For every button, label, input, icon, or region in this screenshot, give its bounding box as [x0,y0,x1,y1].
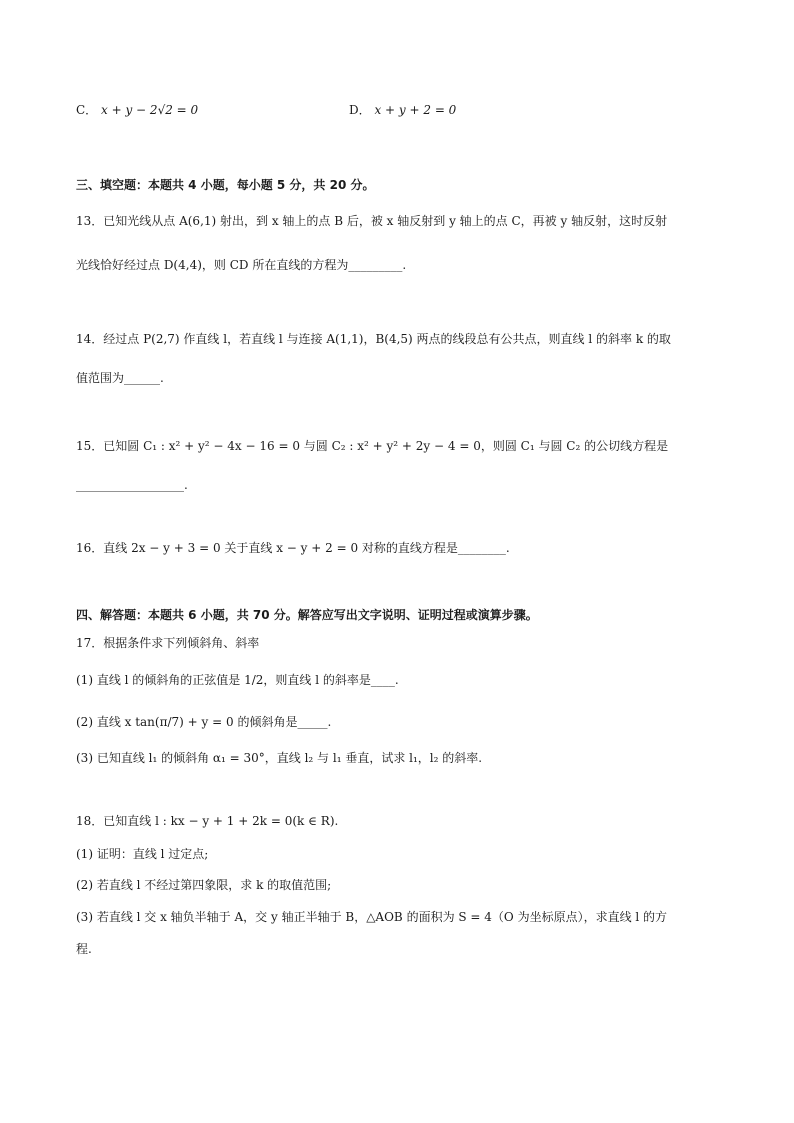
q13-line2: 光线恰好经过点 D(4,4)，则 CD 所在直线的方程为_________. [76,258,407,272]
option-c-expr: x + y − 2√2 = 0 [101,103,199,117]
q18-part1: (1) 证明：直线 l 过定点; [76,847,209,861]
q14-line2: 值范围为______. [76,371,164,385]
option-c [76,101,198,119]
q18-part3-line1: (3) 若直线 l 交 x 轴负半轴于 A，交 y 轴正半轴于 B，△AOB 的面积为 S = 4（O 为坐标原点），求直线 l 的方 [76,910,668,924]
q17-stem: 17．根据条件求下列倾斜角、斜率 [76,636,260,650]
q18-stem: 18．已知直线 l : kx − y + 1 + 2k = 0(k ∈ R). [76,814,339,828]
q17-part2: (2) 直线 x tan(π/7) + y = 0 的倾斜角是_____. [76,715,332,729]
option-d [349,101,456,119]
q15-line1: 15．已知圆 C₁ : x² + y² − 4x − 16 = 0 与圆 C₂ : x² + y² + 2y − 4 = 0，则圆 C₁ 与圆 C₂ 的公切线方程是 [76,439,669,453]
q15-line2: __________________. [76,478,188,492]
section3-heading: 三、填空题：本题共 4 小题，每小题 5 分，共 20 分。 [76,178,375,192]
q17-part1: (1) 直线 l 的倾斜角的正弦值是 1/2，则直线 l 的斜率是____. [76,673,399,687]
q16-line1: 16．直线 2x − y + 3 = 0 关于直线 x − y + 2 = 0 对称的直线方程是________. [76,541,510,555]
option-d-expr: x + y + 2 = 0 [374,103,457,117]
section4-heading: 四、解答题：本题共 6 小题，共 70 分。解答应写出文字说明、证明过程或演算步骤。 [76,608,538,622]
q14-line1: 14．经过点 P(2,7) 作直线 l，若直线 l 与连接 A(1,1)，B(4,5) 两点的线段总有公共点，则直线 l 的斜率 k 的取 [76,332,671,346]
q17-part3: (3) 已知直线 l₁ 的倾斜角 α₁ = 30°，直线 l₂ 与 l₁ 垂直，试求 l₁，l₂ 的斜率. [76,751,483,765]
option-c-label: C． [76,103,98,117]
q18-part3-line2: 程. [76,942,92,956]
q13-line1: 13．已知光线从点 A(6,1) 射出，到 x 轴上的点 B 后，被 x 轴反射到 y 轴上的点 C，再被 y 轴反射，这时反射 [76,214,668,228]
q18-part2: (2) 若直线 l 不经过第四象限，求 k 的取值范围; [76,878,332,892]
option-d-label: D． [349,103,371,117]
